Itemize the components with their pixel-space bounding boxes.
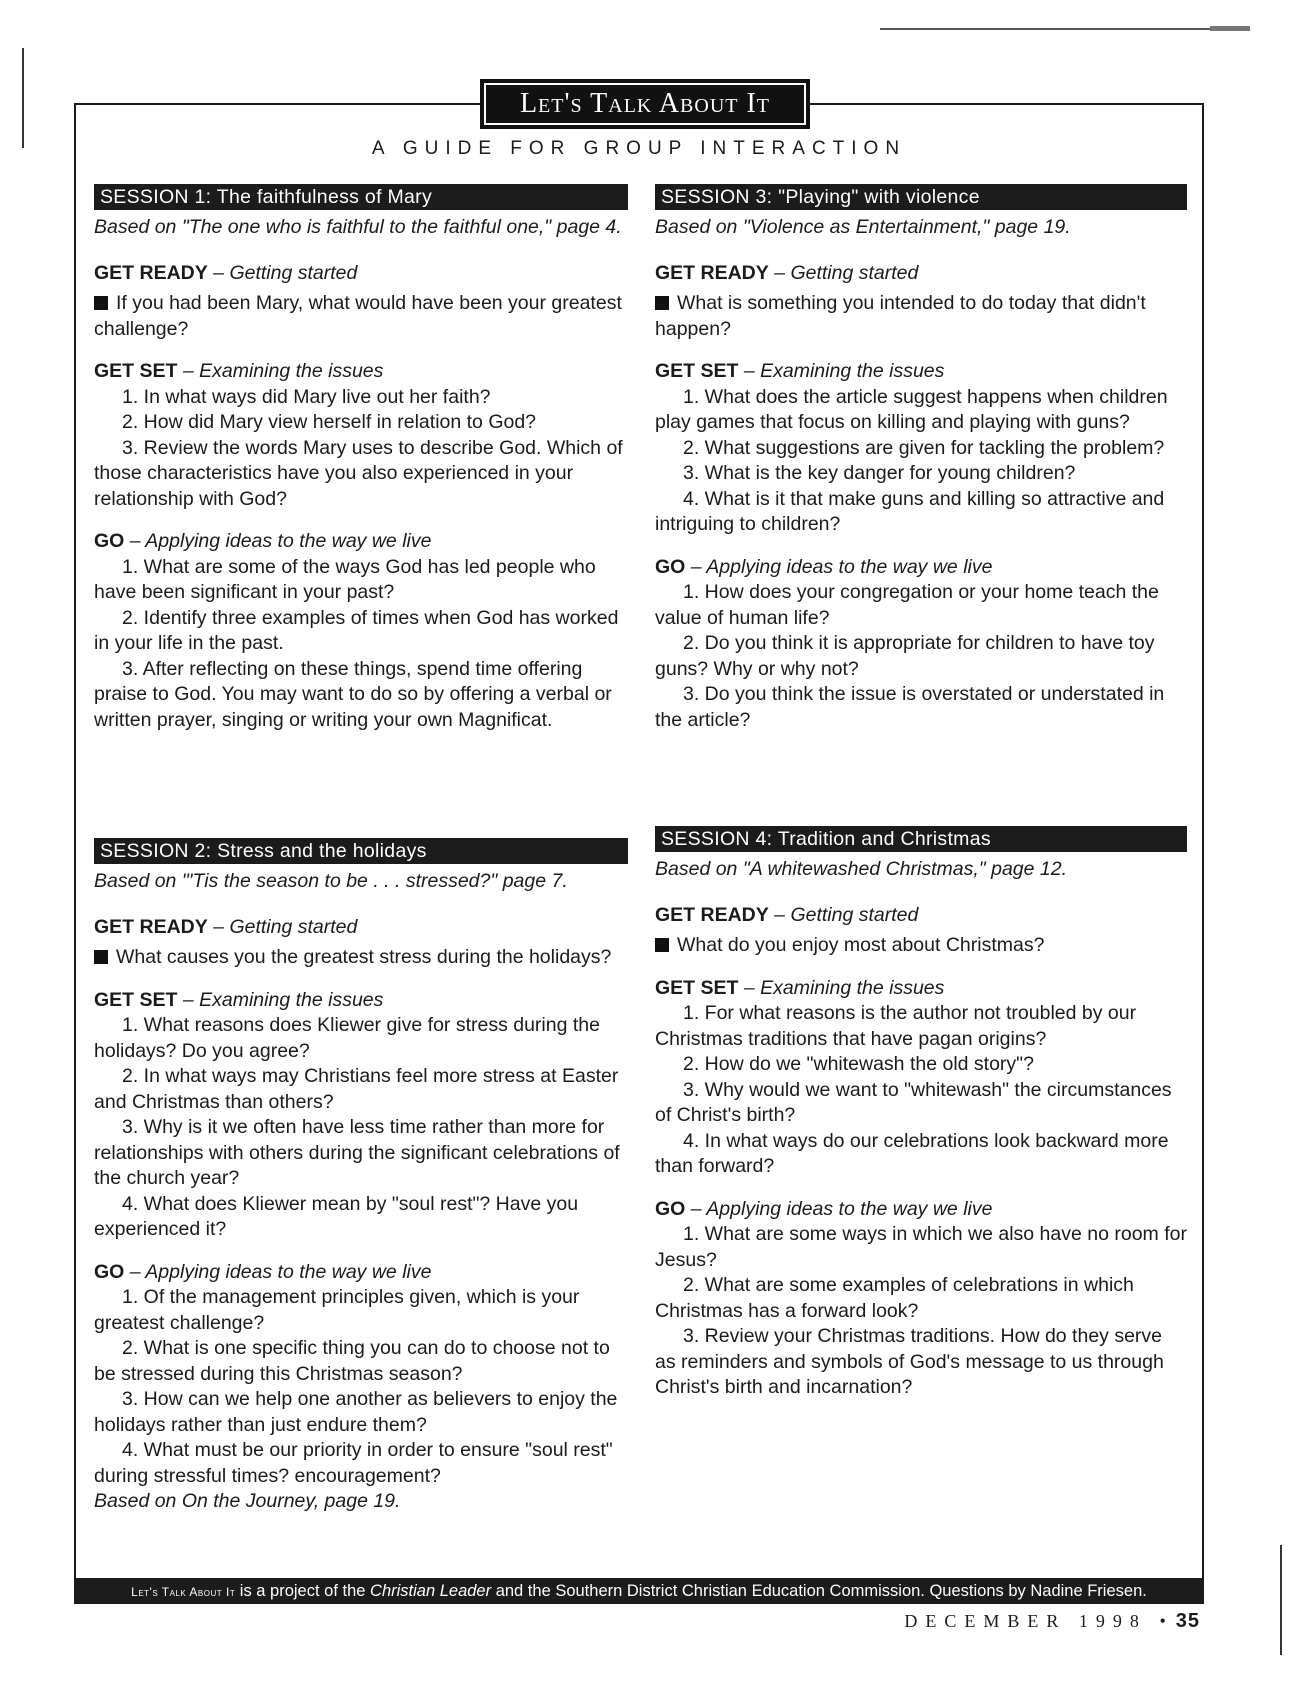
session-heading: SESSION 2: Stress and the holidays — [94, 838, 628, 864]
question-item: 1. What does the article suggest happens when children play games that focus on killing and playing with guns? — [655, 385, 1168, 433]
section-label: GET READY — [655, 261, 769, 284]
section-label: GO — [655, 555, 686, 578]
footer-text: is a project of the — [235, 1582, 371, 1600]
based-on: Based on "'Tis the season to be . . . stressed?" page 7. — [94, 870, 568, 892]
question-item: 4. What does Kliewer mean by "soul rest"? Have you experienced it? — [94, 1192, 579, 1240]
section-subtitle: – Examining the issues — [738, 360, 945, 382]
question-item: 2. How did Mary view herself in relation to God? — [122, 411, 537, 433]
square-bullet-icon — [94, 296, 108, 310]
section-subtitle: – Applying ideas to the way we live — [124, 1260, 432, 1283]
question-item: 4. What is it that make guns and killing so attractive and intriguing to children? — [655, 487, 1165, 535]
question-item: 1. In what ways did Mary live out her faith? — [122, 385, 491, 408]
section-subtitle: – Examining the issues — [177, 988, 384, 1011]
section-subtitle: – Getting started — [768, 261, 919, 284]
section-label: GO — [94, 1260, 125, 1283]
section-label: GET READY — [655, 903, 769, 926]
get-set-section — [655, 359, 1187, 538]
question-item: 3. What is the key danger for young children? — [683, 462, 1076, 484]
question-item: 2. What are some examples of celebrations in which Christmas has a forward look? — [655, 1274, 1134, 1322]
session-4 — [655, 826, 1187, 1418]
question-item: 3. Why would we want to "whitewash" the circumstances of Christ's birth? — [655, 1078, 1172, 1126]
question-item: 1. What reasons does Kliewer give for stress during the holidays? Do you agree? — [94, 1014, 600, 1062]
question-item: 2. In what ways may Christians feel more stress at Easter and Christmas than others? — [94, 1065, 619, 1113]
source-note: Based on On the Journey, page 19. — [94, 1490, 401, 1512]
question-item: 3. Why is it we often have less time rather than more for relationships with others during the significant celebrations of the church year? — [94, 1116, 620, 1189]
left-margin-mark — [22, 48, 24, 148]
section-label: GO — [655, 1197, 686, 1220]
session-heading: SESSION 1: The faithfulness of Mary — [94, 184, 628, 210]
section-subtitle: – Applying ideas to the way we live — [124, 530, 432, 552]
top-rule — [880, 28, 1250, 30]
section-subtitle: – Applying ideas to the way we live — [685, 555, 993, 578]
page-title: Let's Talk About It — [480, 79, 810, 129]
go-section — [94, 529, 628, 733]
section-subtitle: – Applying ideas to the way we live — [685, 1197, 993, 1220]
question-item: 3. Review the words Mary uses to describe God. Which of those characteristics have you also experienced in your relationship with God? — [94, 436, 623, 510]
question-item: 3. Do you think the issue is overstated or understated in the article? — [655, 683, 1165, 731]
section-subtitle: – Examining the issues — [177, 360, 384, 382]
bullet-question: What causes you the greatest stress during the holidays? — [94, 945, 628, 971]
footer-project-name: Let's Talk About It — [131, 1585, 236, 1599]
question-item: 3. How can we help one another as believers to enjoy the holidays rather than just endure them? — [94, 1388, 618, 1436]
square-bullet-icon — [94, 950, 108, 964]
session-3 — [655, 184, 1187, 750]
separator-dot: • — [1159, 1611, 1176, 1631]
session-1 — [94, 184, 628, 750]
footer-text: and the Southern District Christian Education Commission. Questions by Nadine Friesen. — [491, 1582, 1147, 1600]
top-rule-end — [1210, 26, 1250, 31]
section-label: GET SET — [94, 988, 178, 1011]
get-ready-section — [94, 261, 628, 343]
page-subtitle: A GUIDE FOR GROUP INTERACTION — [371, 138, 907, 159]
right-margin-mark — [1280, 1545, 1282, 1655]
credits-footer — [74, 1578, 1204, 1604]
section-label: GET READY — [94, 261, 208, 284]
question-item: 3. Review your Christmas traditions. How do they serve as reminders and symbols of God's message to us through Christ's birth and incarnation? — [655, 1325, 1164, 1398]
section-subtitle: – Getting started — [207, 261, 358, 284]
section-label: GET SET — [655, 360, 739, 382]
question-item: 2. How do we "whitewash the old story"? — [683, 1053, 1034, 1075]
get-ready-section — [655, 903, 1187, 959]
section-label: GET READY — [94, 915, 208, 938]
bullet-question: What is something you intended to do today that didn't happen? — [655, 292, 1146, 340]
page-footer — [820, 1610, 1200, 1633]
based-on: Based on "A whitewashed Christmas," page 12. — [655, 858, 1068, 880]
section-label: GET SET — [655, 976, 739, 999]
question-item: 3. After reflecting on these things, spend time offering praise to God. You may want to do so by offering a verbal or written prayer, singing or writing your own Magnificat. — [94, 657, 612, 731]
go-section — [94, 1260, 628, 1515]
footer-publication: Christian Leader — [370, 1582, 492, 1600]
page-number: 35 — [1175, 1610, 1200, 1632]
get-set-section — [94, 988, 628, 1243]
session-heading: SESSION 4: Tradition and Christmas — [655, 826, 1187, 852]
bullet-question: What do you enjoy most about Christmas? — [655, 933, 1187, 959]
get-ready-section — [655, 261, 1187, 343]
get-set-section — [94, 359, 628, 512]
session-2 — [94, 838, 628, 1532]
section-subtitle: – Examining the issues — [738, 976, 945, 999]
get-set-section — [655, 976, 1187, 1180]
section-subtitle: – Getting started — [207, 915, 358, 938]
session-heading: SESSION 3: "Playing" with violence — [655, 184, 1187, 210]
question-item: 1. What are some of the ways God has led people who have been significant in your past? — [94, 555, 596, 603]
based-on: Based on "The one who is faithful to the faithful one," page 4. — [94, 216, 622, 238]
issue-date: DECEMBER 1998 — [904, 1611, 1147, 1631]
question-item: 1. What are some ways in which we also have no room for Jesus? — [655, 1223, 1187, 1271]
section-label: GET SET — [94, 360, 178, 382]
question-item: 2. Identify three examples of times when God has worked in your life in the past. — [94, 606, 619, 654]
question-item: 1. How does your congregation or your home teach the value of human life? — [655, 581, 1159, 629]
question-item: 4. In what ways do our celebrations look backward more than forward? — [655, 1129, 1169, 1177]
question-item: 2. What is one specific thing you can do to choose not to be stressed during this Christmas season? — [94, 1337, 610, 1385]
square-bullet-icon — [655, 938, 669, 952]
section-label: GO — [94, 530, 125, 552]
section-subtitle: – Getting started — [768, 903, 919, 926]
question-item: 2. What suggestions are given for tackling the problem? — [683, 436, 1165, 459]
bullet-question: If you had been Mary, what would have been your greatest challenge? — [94, 292, 622, 340]
go-section — [655, 1197, 1187, 1401]
get-ready-section — [94, 915, 628, 971]
question-item: 1. Of the management principles given, which is your greatest challenge? — [94, 1286, 580, 1334]
go-section — [655, 555, 1187, 734]
question-item: 2. Do you think it is appropriate for children to have toy guns? Why or why not? — [655, 632, 1155, 680]
question-item: 4. What must be our priority in order to ensure "soul rest" during stressful times? encouragement? — [94, 1439, 613, 1487]
square-bullet-icon — [655, 296, 669, 310]
based-on: Based on "Violence as Entertainment," page 19. — [655, 216, 1071, 238]
question-item: 1. For what reasons is the author not troubled by our Christmas traditions that have pagan origins? — [655, 1002, 1137, 1050]
